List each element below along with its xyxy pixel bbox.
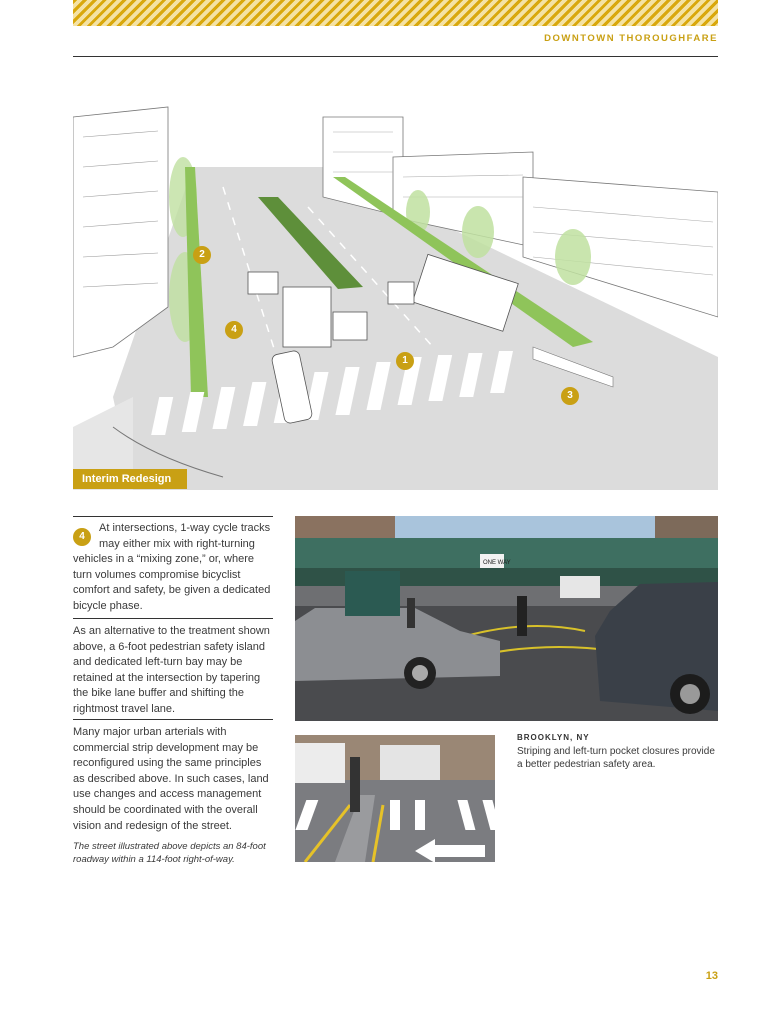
paragraph-3: Many major urban arterials with commercial strip development may be reconfigured using the same principles as described above. In such cases, land use changes and access management should be coordinated with the overall vision and redesign of the street. xyxy=(73,726,269,832)
callout-2: 2 xyxy=(193,246,211,264)
photo-drawing xyxy=(295,516,718,721)
section-title: DOWNTOWN THOROUGHFARE xyxy=(544,33,718,44)
illustration-note: The street illustrated above depicts an 84-foot roadway within a 114-foot right-of-way. xyxy=(73,841,266,865)
divider-3 xyxy=(73,719,273,720)
paragraph-1-text: At intersections, 1-way cycle tracks may either mix with right-turning vehicles in a “mixing zone,” or, where turn volumes compromise bicyclist comfort and safety, be given a dedicated bicycle phase. xyxy=(73,522,271,612)
photo-location: BROOKLYN, NY xyxy=(517,733,590,742)
street-drawing xyxy=(73,97,718,490)
interim-redesign-label: Interim Redesign xyxy=(73,469,187,489)
paragraph-1 xyxy=(73,521,273,615)
photo-caption: Striping and left-turn pocket closures provide a better pedestrian safety area. xyxy=(517,746,715,770)
paragraph-2: As an alternative to the treatment shown above, a 6-foot pedestrian safety island and dedicated left-turn bay may be retained at the intersection by tapering the bike lane buffer and shifting the rightmost travel lane. xyxy=(73,625,270,715)
callout-1: 1 xyxy=(396,352,414,370)
page-number: 13 xyxy=(705,970,718,982)
header-hatch-bar xyxy=(73,0,718,26)
callout-4: 4 xyxy=(225,321,243,339)
callout-3: 3 xyxy=(561,387,579,405)
divider-1 xyxy=(73,516,273,517)
crosswalk-drawing xyxy=(295,735,495,862)
divider-2 xyxy=(73,618,273,619)
crosswalk-photo xyxy=(295,735,495,862)
number-badge: 4 xyxy=(73,528,91,546)
interim-redesign-illustration xyxy=(73,97,718,490)
brooklyn-intersection-photo xyxy=(295,516,718,721)
one-way-sign: ONE WAY xyxy=(483,560,511,566)
header-rule xyxy=(73,56,718,57)
